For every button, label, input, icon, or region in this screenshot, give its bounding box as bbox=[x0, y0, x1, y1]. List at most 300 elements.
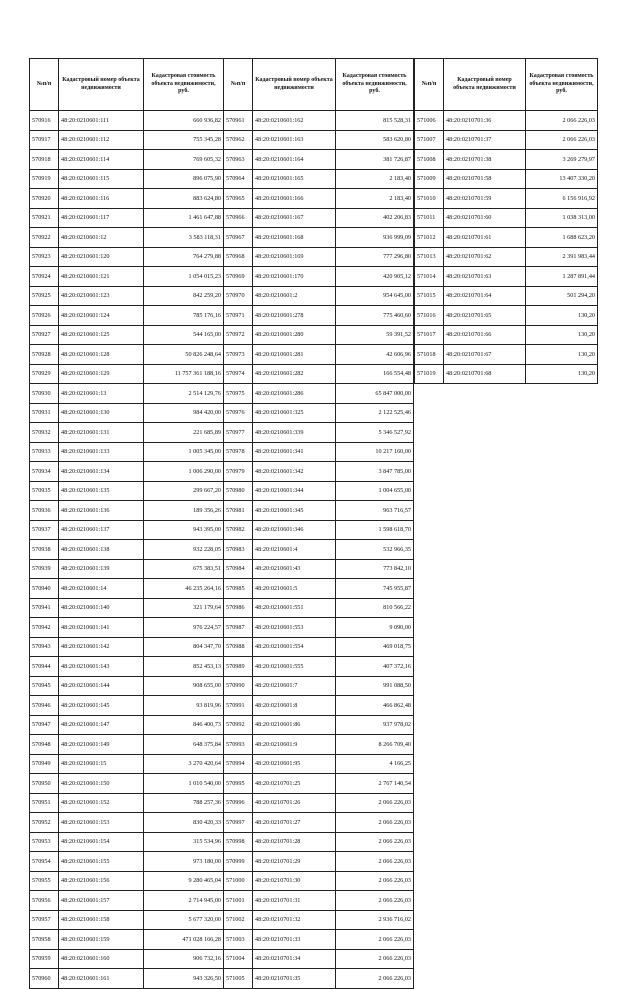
table-row bbox=[415, 267, 598, 287]
table-row bbox=[30, 228, 224, 248]
table-row bbox=[224, 696, 414, 716]
table-row bbox=[30, 676, 224, 696]
row-number: 570993 bbox=[224, 735, 253, 755]
cadastral-number: 48:20:0210601:153 bbox=[59, 813, 144, 833]
cadastral-value: 675 383,51 bbox=[144, 559, 224, 579]
cadastral-number: 48:20:0210601:145 bbox=[59, 696, 144, 716]
table-row bbox=[224, 228, 414, 248]
row-number: 571014 bbox=[415, 267, 444, 287]
cadastral-value: 5 677 320,00 bbox=[144, 910, 224, 930]
table-row bbox=[30, 247, 224, 267]
cadastral-number: 48:20:0210601:134 bbox=[59, 462, 144, 482]
row-number: 571006 bbox=[415, 111, 444, 131]
row-number: 570994 bbox=[224, 754, 253, 774]
cadastral-value: 315 534,96 bbox=[144, 832, 224, 852]
table-row bbox=[224, 559, 414, 579]
cadastral-value: 2 391 983,44 bbox=[526, 247, 598, 267]
cadastral-number: 48:20:0210601:167 bbox=[253, 208, 336, 228]
row-number: 570990 bbox=[224, 676, 253, 696]
cadastral-number: 48:20:0210601:170 bbox=[253, 267, 336, 287]
table-row bbox=[30, 286, 224, 306]
row-number: 571019 bbox=[415, 364, 444, 384]
cadastral-number: 48:20:0210601:112 bbox=[59, 130, 144, 150]
row-number: 570936 bbox=[30, 501, 59, 521]
row-number: 570982 bbox=[224, 520, 253, 540]
row-number: 570916 bbox=[30, 111, 59, 131]
row-number: 570966 bbox=[224, 208, 253, 228]
cadastral-value: 2 066 226,03 bbox=[336, 832, 414, 852]
cadastral-number: 48:20:0210601:551 bbox=[253, 598, 336, 618]
row-number: 570974 bbox=[224, 364, 253, 384]
cadastral-value: 13 407 330,20 bbox=[526, 169, 598, 189]
cadastral-number: 48:20:0210601:341 bbox=[253, 442, 336, 462]
row-number: 570958 bbox=[30, 930, 59, 950]
row-number: 570948 bbox=[30, 735, 59, 755]
table-row bbox=[30, 793, 224, 813]
row-number: 571002 bbox=[224, 910, 253, 930]
row-number: 571001 bbox=[224, 891, 253, 911]
row-number: 570920 bbox=[30, 189, 59, 209]
table-row bbox=[224, 462, 414, 482]
cadastral-number: 48:20:0210601:144 bbox=[59, 676, 144, 696]
cadastral-value: 943 326,50 bbox=[144, 969, 224, 989]
row-number: 571013 bbox=[415, 247, 444, 267]
row-number: 570942 bbox=[30, 618, 59, 638]
row-number: 570944 bbox=[30, 657, 59, 677]
cadastral-number: 48:20:0210601:135 bbox=[59, 481, 144, 501]
cadastral-number: 48:20:0210601:169 bbox=[253, 247, 336, 267]
table-row bbox=[415, 189, 598, 209]
table-row bbox=[30, 481, 224, 501]
table-row bbox=[415, 111, 598, 131]
cadastral-number: 48:20:0210701:33 bbox=[253, 930, 336, 950]
row-number: 570998 bbox=[224, 832, 253, 852]
cadastral-value: 189 356,26 bbox=[144, 501, 224, 521]
row-number: 570977 bbox=[224, 423, 253, 443]
table-row bbox=[224, 189, 414, 209]
table-row bbox=[224, 618, 414, 638]
cadastral-value: 906 732,16 bbox=[144, 949, 224, 969]
cadastral-number: 48:20:0210701:68 bbox=[444, 364, 526, 384]
cadastral-number: 48:20:0210601:136 bbox=[59, 501, 144, 521]
cadastral-number: 48:20:0210601:280 bbox=[253, 325, 336, 345]
cadastral-number: 48:20:0210601:281 bbox=[253, 345, 336, 365]
table-row bbox=[30, 442, 224, 462]
cadastral-number: 48:20:0210701:29 bbox=[253, 852, 336, 872]
row-number: 570988 bbox=[224, 637, 253, 657]
cadastral-value: 937 978,02 bbox=[336, 715, 414, 735]
row-number: 570996 bbox=[224, 793, 253, 813]
row-number: 570950 bbox=[30, 774, 59, 794]
table-row bbox=[30, 852, 224, 872]
cadastral-number: 48:20:0210601:86 bbox=[253, 715, 336, 735]
table-row bbox=[224, 481, 414, 501]
cadastral-number: 48:20:0210601:9 bbox=[253, 735, 336, 755]
table-row bbox=[30, 930, 224, 950]
cadastral-value: 775 460,60 bbox=[336, 306, 414, 326]
row-number: 570991 bbox=[224, 696, 253, 716]
row-number: 570929 bbox=[30, 364, 59, 384]
table-header-row bbox=[224, 59, 414, 111]
table-row bbox=[224, 169, 414, 189]
row-number: 570965 bbox=[224, 189, 253, 209]
cadastral-number: 48:20:0210601:115 bbox=[59, 169, 144, 189]
cadastral-number: 48:20:0210601:165 bbox=[253, 169, 336, 189]
table-row bbox=[224, 306, 414, 326]
cadastral-value: 804 347,70 bbox=[144, 637, 224, 657]
cadastral-number: 48:20:0210601:141 bbox=[59, 618, 144, 638]
cadastral-number: 48:20:0210601:138 bbox=[59, 540, 144, 560]
cadastral-value: 59 391,52 bbox=[336, 325, 414, 345]
cadastral-number: 48:20:0210701:66 bbox=[444, 325, 526, 345]
cadastral-number: 48:20:0210601:140 bbox=[59, 598, 144, 618]
cadastral-value: 2 066 226,03 bbox=[336, 793, 414, 813]
table-row bbox=[30, 130, 224, 150]
table-row bbox=[224, 267, 414, 287]
cadastral-value: 2 066 226,03 bbox=[336, 813, 414, 833]
row-number: 570947 bbox=[30, 715, 59, 735]
row-number: 570940 bbox=[30, 579, 59, 599]
table-row bbox=[30, 715, 224, 735]
cadastral-table-2 bbox=[223, 58, 414, 989]
table-row bbox=[224, 754, 414, 774]
table-row bbox=[30, 267, 224, 287]
row-number: 570989 bbox=[224, 657, 253, 677]
cadastral-value: 1 287 891,44 bbox=[526, 267, 598, 287]
cadastral-value: 976 224,57 bbox=[144, 618, 224, 638]
table-row bbox=[415, 364, 598, 384]
table-row bbox=[30, 598, 224, 618]
cadastral-value: 321 179,64 bbox=[144, 598, 224, 618]
cadastral-number: 48:20:0210601:147 bbox=[59, 715, 144, 735]
cadastral-number: 48:20:0210601:43 bbox=[253, 559, 336, 579]
cadastral-table-1 bbox=[29, 58, 224, 989]
table-row bbox=[415, 150, 598, 170]
row-number: 571008 bbox=[415, 150, 444, 170]
cadastral-number: 48:20:0210601:139 bbox=[59, 559, 144, 579]
row-number: 570986 bbox=[224, 598, 253, 618]
table-row bbox=[415, 169, 598, 189]
cadastral-value: 4 166,25 bbox=[336, 754, 414, 774]
cadastral-number: 48:20:0210601:162 bbox=[253, 111, 336, 131]
cadastral-number: 48:20:0210601:13 bbox=[59, 384, 144, 404]
table-row bbox=[224, 364, 414, 384]
table-row bbox=[30, 462, 224, 482]
table-row bbox=[224, 130, 414, 150]
cadastral-number: 48:20:0210601:15 bbox=[59, 754, 144, 774]
cadastral-value: 3 269 279,97 bbox=[526, 150, 598, 170]
cadastral-value: 1 054 015,23 bbox=[144, 267, 224, 287]
cadastral-value: 2 122 525,46 bbox=[336, 403, 414, 423]
cadastral-number: 48:20:0210601:553 bbox=[253, 618, 336, 638]
table-row bbox=[30, 579, 224, 599]
cadastral-number: 48:20:0210601:5 bbox=[253, 579, 336, 599]
row-number: 570937 bbox=[30, 520, 59, 540]
cadastral-number: 48:20:0210601:149 bbox=[59, 735, 144, 755]
cadastral-number: 48:20:0210701:36 bbox=[444, 111, 526, 131]
row-number: 570945 bbox=[30, 676, 59, 696]
table-row bbox=[30, 754, 224, 774]
cadastral-value: 9 280 465,04 bbox=[144, 871, 224, 891]
table-row bbox=[224, 657, 414, 677]
cadastral-number: 48:20:0210601:131 bbox=[59, 423, 144, 443]
cadastral-number: 48:20:0210601:154 bbox=[59, 832, 144, 852]
cadastral-value: 466 862,48 bbox=[336, 696, 414, 716]
row-number: 570931 bbox=[30, 403, 59, 423]
table-row bbox=[30, 189, 224, 209]
cadastral-number: 48:20:0210601:116 bbox=[59, 189, 144, 209]
row-number: 570968 bbox=[224, 247, 253, 267]
cadastral-number: 48:20:0210601:142 bbox=[59, 637, 144, 657]
row-number: 570953 bbox=[30, 832, 59, 852]
cadastral-value: 471 028 166,28 bbox=[144, 930, 224, 950]
cadastral-value: 943 395,00 bbox=[144, 520, 224, 540]
header-num: №п/п bbox=[224, 59, 253, 111]
row-number: 571004 bbox=[224, 949, 253, 969]
header-cadastral-value: Кадастровая стоимость объекта недвижимости, руб. bbox=[526, 59, 598, 111]
cadastral-number: 48:20:0210601:114 bbox=[59, 150, 144, 170]
row-number: 570961 bbox=[224, 111, 253, 131]
table-row bbox=[224, 111, 414, 131]
table-row bbox=[30, 774, 224, 794]
table-row bbox=[30, 637, 224, 657]
cadastral-value: 648 375,84 bbox=[144, 735, 224, 755]
cadastral-number: 48:20:0210701:25 bbox=[253, 774, 336, 794]
cadastral-value: 2 066 226,03 bbox=[526, 130, 598, 150]
row-number: 570995 bbox=[224, 774, 253, 794]
table-row bbox=[224, 832, 414, 852]
cadastral-number: 48:20:0210601:121 bbox=[59, 267, 144, 287]
cadastral-value: 46 235 264,16 bbox=[144, 579, 224, 599]
table-row bbox=[30, 657, 224, 677]
cadastral-number: 48:20:0210701:30 bbox=[253, 871, 336, 891]
cadastral-value: 2 066 226,03 bbox=[336, 949, 414, 969]
cadastral-value: 130,20 bbox=[526, 306, 598, 326]
table-row bbox=[224, 676, 414, 696]
header-cadastral-value: Кадастровая стоимость объекта недвижимости, руб. bbox=[336, 59, 414, 111]
table-row bbox=[30, 208, 224, 228]
cadastral-value: 2 767 140,54 bbox=[336, 774, 414, 794]
row-number: 570926 bbox=[30, 306, 59, 326]
row-number: 570918 bbox=[30, 150, 59, 170]
cadastral-value: 769 605,32 bbox=[144, 150, 224, 170]
cadastral-value: 3 270 420,64 bbox=[144, 754, 224, 774]
row-number: 570922 bbox=[30, 228, 59, 248]
row-number: 570935 bbox=[30, 481, 59, 501]
cadastral-number: 48:20:0210601:150 bbox=[59, 774, 144, 794]
cadastral-value: 660 936,82 bbox=[144, 111, 224, 131]
row-number: 570934 bbox=[30, 462, 59, 482]
cadastral-number: 48:20:0210701:31 bbox=[253, 891, 336, 911]
row-number: 570959 bbox=[30, 949, 59, 969]
table-row bbox=[415, 345, 598, 365]
cadastral-number: 48:20:0210601:555 bbox=[253, 657, 336, 677]
cadastral-value: 883 624,80 bbox=[144, 189, 224, 209]
cadastral-number: 48:20:0210701:60 bbox=[444, 208, 526, 228]
cadastral-value: 764 279,88 bbox=[144, 247, 224, 267]
table-row bbox=[30, 111, 224, 131]
cadastral-number: 48:20:0210601:168 bbox=[253, 228, 336, 248]
table-row bbox=[224, 852, 414, 872]
row-number: 570962 bbox=[224, 130, 253, 150]
table-row bbox=[224, 208, 414, 228]
cadastral-value: 773 842,10 bbox=[336, 559, 414, 579]
table-row bbox=[30, 325, 224, 345]
cadastral-number: 48:20:0210601:129 bbox=[59, 364, 144, 384]
cadastral-number: 48:20:0210601:166 bbox=[253, 189, 336, 209]
cadastral-value: 2 066 226,03 bbox=[336, 969, 414, 989]
cadastral-value: 8 266 709,40 bbox=[336, 735, 414, 755]
cadastral-value: 1 038 313,00 bbox=[526, 208, 598, 228]
cadastral-value: 954 645,00 bbox=[336, 286, 414, 306]
row-number: 570987 bbox=[224, 618, 253, 638]
cadastral-value: 2 514 129,76 bbox=[144, 384, 224, 404]
cadastral-number: 48:20:0210701:37 bbox=[444, 130, 526, 150]
table-row bbox=[224, 598, 414, 618]
table-row bbox=[224, 910, 414, 930]
table-row bbox=[224, 813, 414, 833]
row-number: 570949 bbox=[30, 754, 59, 774]
row-number: 570983 bbox=[224, 540, 253, 560]
table-row bbox=[30, 540, 224, 560]
cadastral-number: 48:20:0210601:14 bbox=[59, 579, 144, 599]
row-number: 570972 bbox=[224, 325, 253, 345]
table-row bbox=[415, 228, 598, 248]
table-row bbox=[224, 969, 414, 989]
cadastral-number: 48:20:0210601:282 bbox=[253, 364, 336, 384]
cadastral-number: 48:20:0210601:157 bbox=[59, 891, 144, 911]
row-number: 570921 bbox=[30, 208, 59, 228]
table-body bbox=[30, 111, 224, 989]
cadastral-value: 420 905,12 bbox=[336, 267, 414, 287]
row-number: 570932 bbox=[30, 423, 59, 443]
table-row bbox=[30, 306, 224, 326]
cadastral-value: 9 090,00 bbox=[336, 618, 414, 638]
cadastral-value: 2 066 226,03 bbox=[336, 930, 414, 950]
row-number: 570952 bbox=[30, 813, 59, 833]
row-number: 570956 bbox=[30, 891, 59, 911]
cadastral-value: 815 528,31 bbox=[336, 111, 414, 131]
row-number: 571011 bbox=[415, 208, 444, 228]
row-number: 570927 bbox=[30, 325, 59, 345]
row-number: 570971 bbox=[224, 306, 253, 326]
cadastral-value: 963 716,57 bbox=[336, 501, 414, 521]
table-row bbox=[224, 540, 414, 560]
row-number: 570973 bbox=[224, 345, 253, 365]
row-number: 570930 bbox=[30, 384, 59, 404]
cadastral-value: 130,20 bbox=[526, 345, 598, 365]
table-row bbox=[224, 403, 414, 423]
table-row bbox=[224, 286, 414, 306]
table-row bbox=[224, 345, 414, 365]
row-number: 571012 bbox=[415, 228, 444, 248]
cadastral-number: 48:20:0210601:161 bbox=[59, 969, 144, 989]
table-row bbox=[224, 637, 414, 657]
cadastral-number: 48:20:0210601:137 bbox=[59, 520, 144, 540]
cadastral-value: 1 006 290,00 bbox=[144, 462, 224, 482]
cadastral-value: 2 066 226,03 bbox=[336, 871, 414, 891]
cadastral-number: 48:20:0210701:34 bbox=[253, 949, 336, 969]
cadastral-number: 48:20:0210701:27 bbox=[253, 813, 336, 833]
cadastral-value: 5 346 527,92 bbox=[336, 423, 414, 443]
table-row bbox=[224, 891, 414, 911]
row-number: 570964 bbox=[224, 169, 253, 189]
row-number: 570955 bbox=[30, 871, 59, 891]
cadastral-number: 48:20:0210601:158 bbox=[59, 910, 144, 930]
cadastral-number: 48:20:0210601:123 bbox=[59, 286, 144, 306]
cadastral-number: 48:20:0210701:35 bbox=[253, 969, 336, 989]
table-row bbox=[224, 793, 414, 813]
cadastral-number: 48:20:0210601:344 bbox=[253, 481, 336, 501]
cadastral-value: 1 688 623,20 bbox=[526, 228, 598, 248]
table-row bbox=[224, 384, 414, 404]
cadastral-value: 469 018,75 bbox=[336, 637, 414, 657]
row-number: 571015 bbox=[415, 286, 444, 306]
table-row bbox=[415, 325, 598, 345]
row-number: 570979 bbox=[224, 462, 253, 482]
cadastral-number: 48:20:0210601:130 bbox=[59, 403, 144, 423]
table-row bbox=[30, 813, 224, 833]
table-row bbox=[30, 949, 224, 969]
cadastral-value: 501 294,20 bbox=[526, 286, 598, 306]
row-number: 571009 bbox=[415, 169, 444, 189]
cadastral-value: 852 453,13 bbox=[144, 657, 224, 677]
cadastral-value: 973 180,00 bbox=[144, 852, 224, 872]
table-row bbox=[30, 169, 224, 189]
cadastral-number: 48:20:0210601:128 bbox=[59, 345, 144, 365]
table-header-row bbox=[415, 59, 598, 111]
cadastral-value: 93 819,96 bbox=[144, 696, 224, 716]
cadastral-value: 842 259,20 bbox=[144, 286, 224, 306]
row-number: 570992 bbox=[224, 715, 253, 735]
table-row bbox=[224, 520, 414, 540]
table-row bbox=[224, 579, 414, 599]
row-number: 570969 bbox=[224, 267, 253, 287]
cadastral-number: 48:20:0210601:152 bbox=[59, 793, 144, 813]
row-number: 571010 bbox=[415, 189, 444, 209]
cadastral-number: 48:20:0210701:58 bbox=[444, 169, 526, 189]
cadastral-value: 1 461 647,88 bbox=[144, 208, 224, 228]
cadastral-value: 10 217 160,00 bbox=[336, 442, 414, 462]
header-cadastral-value: Кадастровая стоимость объекта недвижимости, руб. bbox=[144, 59, 224, 111]
cadastral-number: 48:20:0210601:278 bbox=[253, 306, 336, 326]
table-row bbox=[30, 384, 224, 404]
cadastral-number: 48:20:0210601:286 bbox=[253, 384, 336, 404]
cadastral-number: 48:20:0210601:2 bbox=[253, 286, 336, 306]
row-number: 570933 bbox=[30, 442, 59, 462]
header-cadastral-number: Кадастровый номер объекта недвижимости bbox=[253, 59, 336, 111]
row-number: 570963 bbox=[224, 150, 253, 170]
row-number: 570960 bbox=[30, 969, 59, 989]
cadastral-value: 3 583 118,31 bbox=[144, 228, 224, 248]
table-row bbox=[224, 715, 414, 735]
row-number: 570970 bbox=[224, 286, 253, 306]
row-number: 570943 bbox=[30, 637, 59, 657]
row-number: 570938 bbox=[30, 540, 59, 560]
table-body bbox=[415, 111, 598, 384]
cadastral-number: 48:20:0210601:95 bbox=[253, 754, 336, 774]
cadastral-value: 785 176,16 bbox=[144, 306, 224, 326]
cadastral-table-3 bbox=[414, 58, 598, 384]
table-row bbox=[224, 325, 414, 345]
cadastral-number: 48:20:0210601:554 bbox=[253, 637, 336, 657]
row-number: 570919 bbox=[30, 169, 59, 189]
row-number: 570941 bbox=[30, 598, 59, 618]
cadastral-number: 48:20:0210601:159 bbox=[59, 930, 144, 950]
table-row bbox=[30, 910, 224, 930]
cadastral-number: 48:20:0210701:59 bbox=[444, 189, 526, 209]
row-number: 570925 bbox=[30, 286, 59, 306]
